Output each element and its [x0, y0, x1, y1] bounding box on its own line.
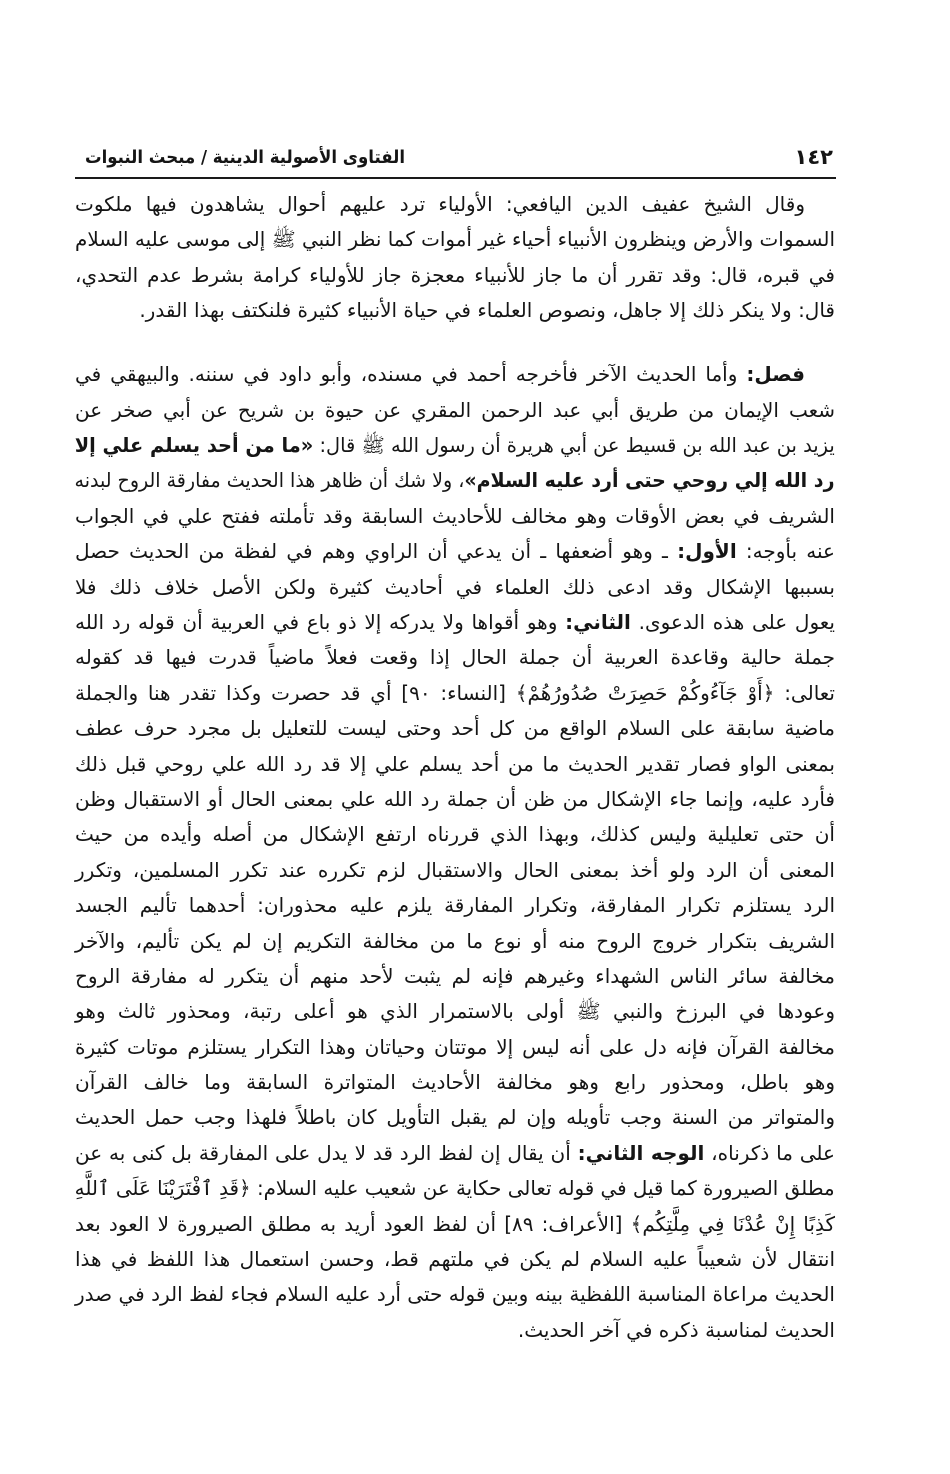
- line-text: [75, 711, 835, 746]
- line-text: [75, 747, 835, 782]
- line-text: [75, 570, 835, 605]
- line-text: [75, 640, 835, 675]
- text-line: [75, 676, 835, 711]
- text-run: انتقال لأن شعيباً عليه السلام لم يكن في ملتهم قط، وحسن استعمال هذا اللفظ في هذا: [75, 1247, 835, 1272]
- text-run: المعنى أن الرد ولو أخذ بمعنى الحال والاستقبال لزم تكرره عند تكرر المسلمين، وتكرر: [75, 857, 835, 882]
- running-title: الفتاوى الأصولية الدينية / مبحث النبوات: [85, 146, 405, 168]
- line-text: [75, 853, 835, 888]
- text-run: شعب الإيمان من طريق أبي عبد الرحمن المقري عن حيوة بن شريح عن أبي صخر عن: [75, 397, 835, 422]
- text-line: [75, 293, 835, 328]
- header-rule: [75, 177, 836, 179]
- line-text: [75, 1136, 835, 1171]
- text-line: [75, 534, 835, 569]
- line-text: [75, 1030, 835, 1065]
- text-run: وهو باطل، ومحذور رابع وهو مخالفة الأحاديث المتواترة السابقة وما خالف القرآن: [75, 1070, 835, 1095]
- text-line: [75, 463, 835, 498]
- line-text: [75, 187, 805, 222]
- text-line: [75, 924, 835, 959]
- line-text: [75, 1065, 835, 1100]
- text-run: يعول على هذه الدعوى.: [630, 609, 835, 634]
- text-line: [75, 711, 835, 746]
- text-line: [75, 1136, 835, 1171]
- text-run: تعالى:: [774, 680, 835, 705]
- text-run: الرد يستلزم تكرار المفارقة، وتكرار المفارقة يلزم عليه محذوران: أحدهما تأليم الجسد: [75, 893, 835, 918]
- quran-verse: كَذِبًا إِنْ عُدْنَا فِي مِلَّتِكُم﴾: [630, 1211, 835, 1236]
- quran-verse: ﴿أَوْ جَآءُوكُمْ حَصِرَتْ صُدُورُهُمْ﴾: [515, 680, 775, 705]
- text-line: [75, 605, 835, 640]
- text-line: [75, 1242, 835, 1277]
- line-text: [139, 293, 835, 328]
- text-run: جملة حالية وقاعدة العربية أن جملة الحال إذا وقعت فعلاً ماضياً قدرت فيها قد كقوله: [75, 645, 835, 670]
- text-run: وهو أقواها ولا يدركه إلا ذو باع في العربية أن قوله رد الله: [75, 609, 566, 634]
- quran-verse: ﴿قَدِ ٱفْتَرَيْنَا عَلَى ٱللَّهِ: [75, 1176, 251, 1201]
- line-text: [75, 782, 835, 817]
- line-text: [75, 605, 835, 640]
- text-run: مطلق الصيرورة كما قيل في قوله تعالى حكاية عن شعيب عليه السلام:: [250, 1176, 835, 1201]
- line-text: [75, 1242, 835, 1277]
- text-line: [75, 499, 835, 534]
- line-text: [75, 258, 835, 293]
- bold-term: رد الله إلي روحي حتى أرد عليه السلام»: [464, 468, 835, 493]
- text-run: [النساء: ٩٠] أي قد حصرت وكذا تقدر هنا والجملة: [75, 680, 516, 705]
- text-run: وأما الحديث الآخر فأخرجه أحمد في مسنده، وأبو داود في سننه. والبيهقي في: [75, 362, 747, 387]
- page-number: ١٤٢: [794, 145, 833, 169]
- text-line: [75, 357, 835, 392]
- text-run: وقال الشيخ عفيف الدين اليافعي: الأولياء ترد عليهم أحوال يشاهدون فيها ملكوت: [75, 192, 805, 216]
- line-text: [75, 499, 835, 534]
- text-run: وعودها في البرزخ والنبي ﷺ أولى بالاستمرار الذي هو أعلى رتبة، ومحذور ثالث وهو: [75, 999, 835, 1024]
- text-run: الحديث لمناسبة ذكره في آخر الحديث.: [517, 1317, 835, 1342]
- text-line: [75, 959, 835, 994]
- line-text: [75, 1100, 835, 1135]
- text-line: [75, 1277, 835, 1312]
- text-line: [75, 888, 835, 923]
- text-run: بمعنى الواو فصار تقدير الحديث ما من أحد يسلم علي إلا قد رد الله علي روحي قبل ذلك: [75, 751, 835, 776]
- line-text: [75, 1171, 835, 1206]
- line-text: [75, 428, 835, 463]
- line-text: [75, 888, 835, 923]
- text-run: ـ وهو أضعفها ـ أن يدعي أن الراوي وهم في لفظة من الحديث حصل: [75, 539, 678, 564]
- text-line: [75, 222, 835, 257]
- text-line: [75, 640, 835, 675]
- paragraph: [75, 357, 835, 1348]
- line-text: [75, 959, 835, 994]
- text-run: الحديث مراعاة المناسبة اللفظية بينه وبين قوله حتى أرد عليه السلام فجاء لفظ الرد في صدر: [75, 1282, 835, 1307]
- page-body: [75, 187, 835, 1348]
- text-line: [75, 428, 835, 463]
- line-text: [518, 1313, 835, 1348]
- text-line: [75, 393, 835, 428]
- line-text: [75, 463, 835, 498]
- bold-term: فصل:: [746, 362, 805, 387]
- text-run: الشريف بتكرار خروج الروح منه أو نوع ما من مخالفة التكريم إن لم يكن تأليم، والآخر: [75, 928, 835, 953]
- text-line: [75, 258, 835, 293]
- text-run: السموات والأرض وينظرون الأنبياء أحياء غير أموات كما نظر النبي ﷺ إلى موسى عليه السلام: [75, 227, 835, 252]
- bold-term: الوجه الثاني:: [577, 1140, 705, 1165]
- text-run: [الأعراف: ٨٩] أن لفظ العود أريد به مطلق الصيرورة لا العود بعد: [75, 1211, 631, 1236]
- line-text: [75, 393, 835, 428]
- text-run: أن حتى تعليلية وليس كذلك، وبهذا الذي قررناه ارتفع الإشكال من أصله وأيده من حيث: [75, 822, 835, 847]
- text-line: [75, 1065, 835, 1100]
- text-line: [75, 1030, 835, 1065]
- bold-term: «ما من أحد يسلم علي إلا: [75, 433, 314, 458]
- text-run: في قبره، قال: وقد تقرر أن ما جاز للأنبياء معجزة جاز للأولياء كرامة بشرط عدم التحدي،: [75, 262, 835, 287]
- text-run: ، ولا شك أن ظاهر هذا الحديث مفارقة الروح لبدنه: [75, 468, 465, 493]
- text-run: يزيد بن عبد الله بن قسيط عن أبي هريرة أن رسول الله ﷺ قال:: [313, 433, 835, 458]
- text-line: [75, 747, 835, 782]
- text-run: على ما ذكرناه،: [704, 1140, 835, 1165]
- text-run: عنه بأوجه:: [736, 539, 835, 564]
- line-text: [75, 676, 835, 711]
- line-text: [75, 924, 835, 959]
- text-run: أن يقال إن لفظ الرد قد لا يدل على المفارقة بل كنى به عن: [75, 1140, 578, 1165]
- bold-term: الثاني:: [565, 609, 631, 634]
- text-run: قال: ولا ينكر ذلك إلا جاهل، ونصوص العلماء في حياة الأنبياء كثيرة فلنكتف بهذا القدر.: [139, 298, 835, 323]
- text-line: [75, 1100, 835, 1135]
- text-line: [75, 1171, 835, 1206]
- text-run: فأرد عليه، وإنما جاء الإشكال من ظن أن جملة رد الله علي بمعنى الحال أو الاستقبال وظن: [75, 786, 835, 811]
- text-run: مخالفة سائر الناس الشهداء وغيرهم فإنه لم يثبت لأحد منهم أن يتكرر له مفارقة الروح: [75, 963, 835, 988]
- paragraph: [75, 187, 835, 329]
- text-run: والمتواتر من السنة وجب تأويله وإن لم يقبل التأويل كان باطلاً فلهذا وجب حمل الحديث: [75, 1105, 835, 1130]
- line-text: [75, 1207, 835, 1242]
- text-line: [75, 187, 835, 222]
- text-line: [75, 782, 835, 817]
- text-line: [75, 994, 835, 1029]
- text-run: بسببها الإشكال وقد ادعى ذلك العلماء في أحاديث كثيرة ولكن الأصل خلاف ذلك فلا: [75, 574, 835, 599]
- bold-term: الأول:: [677, 539, 737, 564]
- text-run: ماضية سابقة على السلام الواقع من كل أحد وحتى ليست للتعليل بل مجرد حرف عطف: [75, 716, 835, 741]
- text-line: [75, 570, 835, 605]
- text-run: مخالفة القرآن فإنه دل على أنه ليس إلا موتتان وحياتان وهذا التكرار يستلزم موتات كثيرة: [75, 1034, 835, 1059]
- line-text: [75, 817, 835, 852]
- line-text: [75, 357, 805, 392]
- text-line: [75, 1313, 835, 1348]
- line-text: [75, 994, 835, 1029]
- text-line: [75, 853, 835, 888]
- text-run: الشريف في بعض الأوقات وهو مخالف للأحاديث السابقة وقد تأملته ففتح علي في الجواب: [75, 503, 835, 528]
- page-header: [75, 142, 835, 172]
- line-text: [75, 1277, 835, 1312]
- text-line: [75, 817, 835, 852]
- line-text: [75, 222, 835, 257]
- text-line: [75, 1207, 835, 1242]
- line-text: [75, 534, 835, 569]
